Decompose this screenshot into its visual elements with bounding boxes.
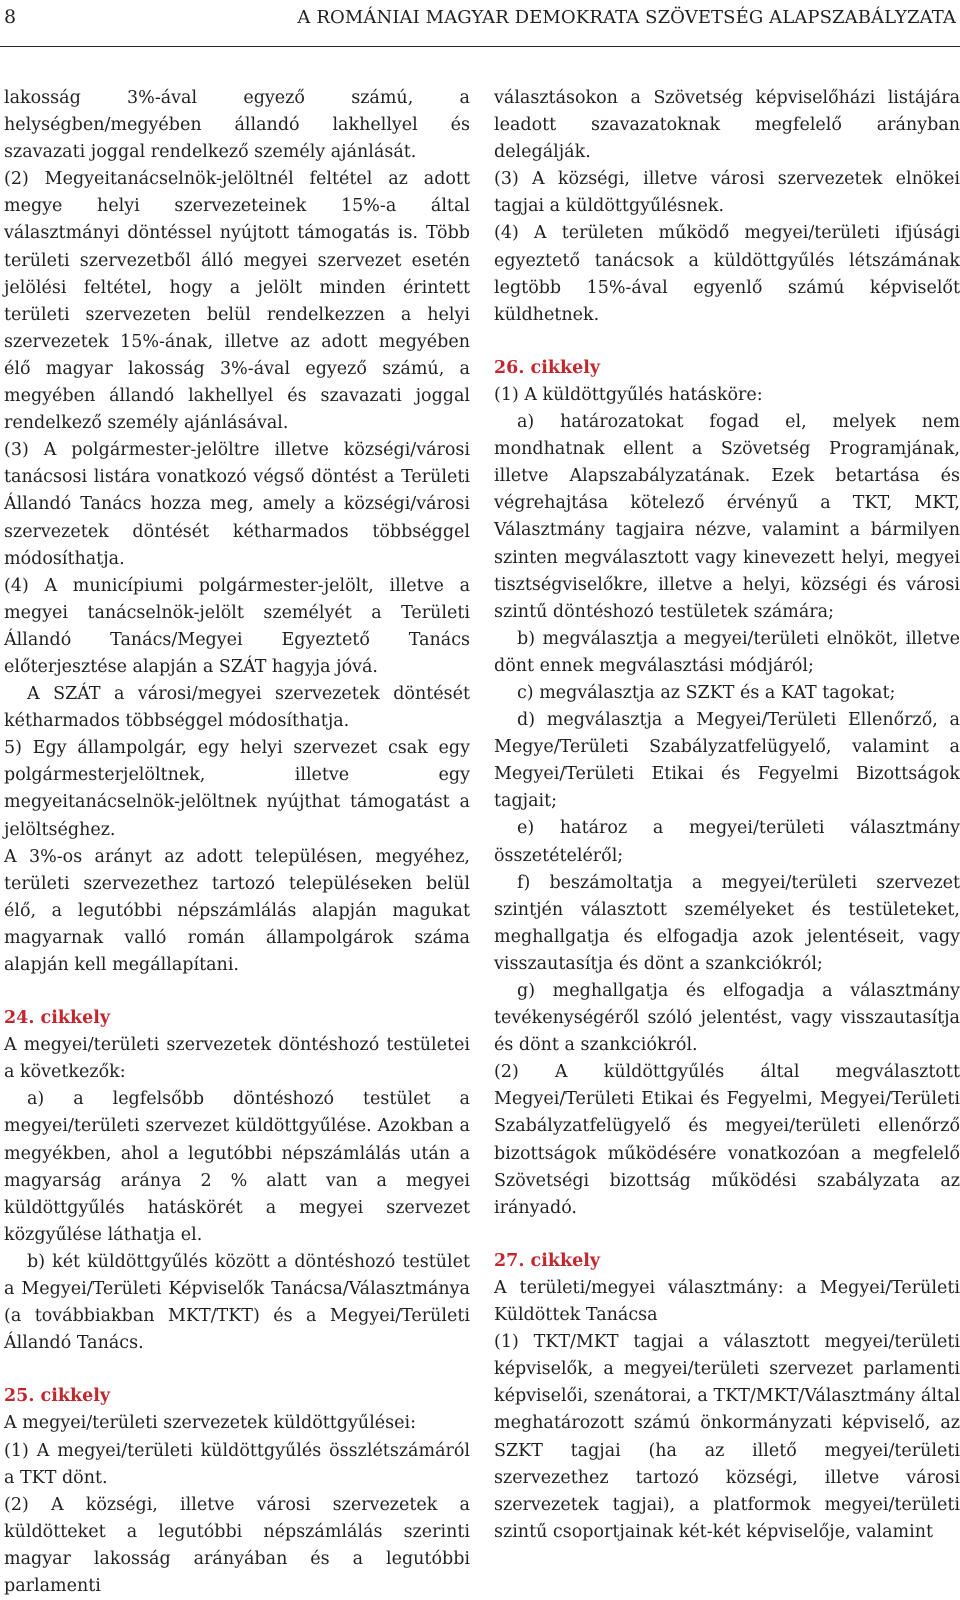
paragraph: a) a legfelsőbb döntéshozó testület a megyei/területi szervezet küldöttgyűlése. Azokban a megyékben, ahol a legutóbbi népszámlálás után a magyarság aránya 2 % alatt van a megyei küldöttgyűlés hatáskörét a megyei szervezet közgyűlése láthatja el. bbox=[4, 1089, 470, 1245]
paragraph: g) meghallgatja és elfogadja a választmány tevékenységéről szóló jelentést, vagy visszautasítja és dönt a szankciókról. bbox=[494, 981, 960, 1056]
paragraph: választásokon a Szövetség képviselőházi listájára leadott szavazatoknak megfelelő arányban delegálják. bbox=[494, 88, 960, 163]
paragraph: (1) A megyei/területi küldöttgyűlés összlétszámáról a TKT dönt. bbox=[4, 1440, 470, 1488]
article-heading-24: 24. cikkely bbox=[4, 1008, 111, 1029]
paragraph: b) két küldöttgyűlés között a döntéshozó testület a Megyei/Területi Képviselők Tanácsa/Választmánya (a továbbiakban MKT/TKT) és a Megyei/Területi Állandó Tanács. bbox=[4, 1251, 470, 1354]
paragraph: (2) A küldöttgyűlés által megválasztott Megyei/Területi Etikai és Fegyelmi, Megyei/Területi Szabályzatfelügyelő és megyei/területi ellenőrző bizottságok működésére vonatkozóan a megfelelő Szövetségi bizottság működési szabályzata az irányadó. bbox=[494, 1062, 960, 1218]
paragraph: c) megválasztja az SZKT és a KAT tagokat; bbox=[517, 682, 896, 703]
section-gap bbox=[494, 1222, 960, 1248]
paragraph: b) megválasztja a megyei/területi elnököt, illetve dönt ennek megválasztási módjáról; bbox=[494, 628, 960, 676]
article-heading-26: 26. cikkely bbox=[494, 357, 601, 378]
paragraph: (2) Megyeitanácselnök-jelöltnél feltétel az adott megye helyi szervezeteinek 15%-a által választmányi döntéssel nyújtott támogatás is. Több területi szervezetből álló megyei szervezet esetén jelölési feltétel, hogy a jelölt minden érintett területi szervezeten belül rendelkezzen a helyi szervezetek 15%-ának, illetve az adott megyében élő magyar lakosság 3%-ával egyező számú, a megyében állandó lakhellyel és szavazati joggal rendelkező személy ajánlásával. bbox=[4, 169, 470, 434]
page-header bbox=[0, 0, 960, 47]
paragraph: d) megválasztja a Megyei/Területi Ellenőrző, a Megye/Területi Szabályzatfelügyelő, valamint a Megyei/Területi Etikai és Fegyelmi Bizottságok tagjait; bbox=[494, 710, 960, 812]
article-heading-27: 27. cikkely bbox=[494, 1250, 601, 1271]
section-gap bbox=[4, 979, 470, 1005]
paragraph: lakosság 3%-ával egyező számú, a helységben/megyében állandó lakhellyel és szavazati joggal rendelkező személy ajánlását. bbox=[4, 88, 470, 163]
section-gap bbox=[4, 1357, 470, 1383]
paragraph: A 3%-os arányt az adott településen, megyéhez, területi szervezethez tartozó településeken belül élő, a legutóbbi népszámlálás alapján magukat magyarnak valló román állampolgárok száma alapján kell megállapítani. bbox=[4, 846, 470, 975]
paragraph: A SZÁT a városi/megyei szervezetek döntését kétharmados többséggel módosíthatja. bbox=[4, 684, 470, 732]
paragraph: A megyei/területi szervezetek küldöttgyűlései: bbox=[4, 1413, 416, 1434]
section-gap bbox=[494, 329, 960, 355]
paragraph: (1) A küldöttgyűlés hatásköre: bbox=[494, 384, 763, 405]
paragraph: A területi/megyei választmány: a Megyei/Területi Küldöttek Tanácsa bbox=[494, 1277, 960, 1326]
running-title: A ROMÁNIAI MAGYAR DEMOKRATA SZÖVETSÉG ALAPSZABÁLYZATA bbox=[297, 7, 956, 28]
paragraph: e) határoz a megyei/területi választmány összetételéről; bbox=[494, 818, 960, 866]
paragraph: (1) TKT/MKT tagjai a választott megyei/területi képviselők, a megyei/területi szervezet parlamenti képviselői, szenátorai, a TKT/MKT/Választmány által meghatározott számú önkormányzati képviselő, az SZKT tagjai (ha az illető megyei/területi szervezethez tartozó községi, illetve városi szervezetek tagjai), a platformok megyei/területi szintű csoportjainak két-két képviselője, valamint bbox=[494, 1332, 960, 1542]
article-heading-25: 25. cikkely bbox=[4, 1386, 111, 1407]
paragraph: (3) A polgármester-jelöltre illetve községi/városi tanácsosi listára vonatkozó végső döntést a Területi Állandó Tanács hozza meg, amely a községi/városi szervezetek döntését kétharmados többséggel módosíthatja. bbox=[4, 440, 470, 569]
right-column bbox=[494, 85, 960, 1546]
left-column bbox=[4, 85, 470, 1600]
page-number: 8 bbox=[4, 6, 17, 28]
paragraph: A megyei/területi szervezetek döntéshozó testületei a következők: bbox=[4, 1035, 470, 1083]
paragraph: 5) Egy állampolgár, egy helyi szervezet csak egy polgármesterjelöltnek, illetve egy megyeitanácselnök-jelöltnek nyújthat támogatást a jelöltséghez. bbox=[4, 738, 470, 840]
paragraph: (3) A községi, illetve városi szervezetek elnökei tagjai a küldöttgyűlésnek. bbox=[494, 169, 960, 217]
paragraph: (2) A községi, illetve városi szervezetek a küldötteket a legutóbbi népszámlálás szerinti magyar lakosság arányában és a legutóbbi parlamenti bbox=[4, 1494, 470, 1596]
paragraph: f) beszámoltatja a megyei/területi szervezet szintjén választott személyeket és testületeket, meghallgatja és elfogadja azok jelentéseit, vagy visszautasítja és dönt a szankciókról; bbox=[494, 872, 960, 974]
paragraph: (4) A területen működő megyei/területi ifjúsági egyeztető tanácsok a küldöttgyűlés létszámának legtöbb 15%-ával egyenlő számú képviselőt küldhetnek. bbox=[494, 223, 960, 325]
paragraph: (4) A municípiumi polgármester-jelölt, illetve a megyei tanácselnök-jelölt személyét a Területi Állandó Tanács/Megyei Egyeztető Tanács előterjesztése alapján a SZÁT hagyja jóvá. bbox=[4, 575, 470, 677]
paragraph: a) határozatokat fogad el, melyek nem mondhatnak ellent a Szövetség Programjának, illetve Alapszabályzatának. Ezek betartása és végrehajtása kötelező érvényű a TKT, MKT, Választmány tagjaira nézve, valamint a bármilyen szinten megválasztott vagy kinevezett helyi, megyei tisztségviselőkre, illetve a helyi, községi és városi szintű döntéshozó testületek számára; bbox=[494, 412, 960, 622]
